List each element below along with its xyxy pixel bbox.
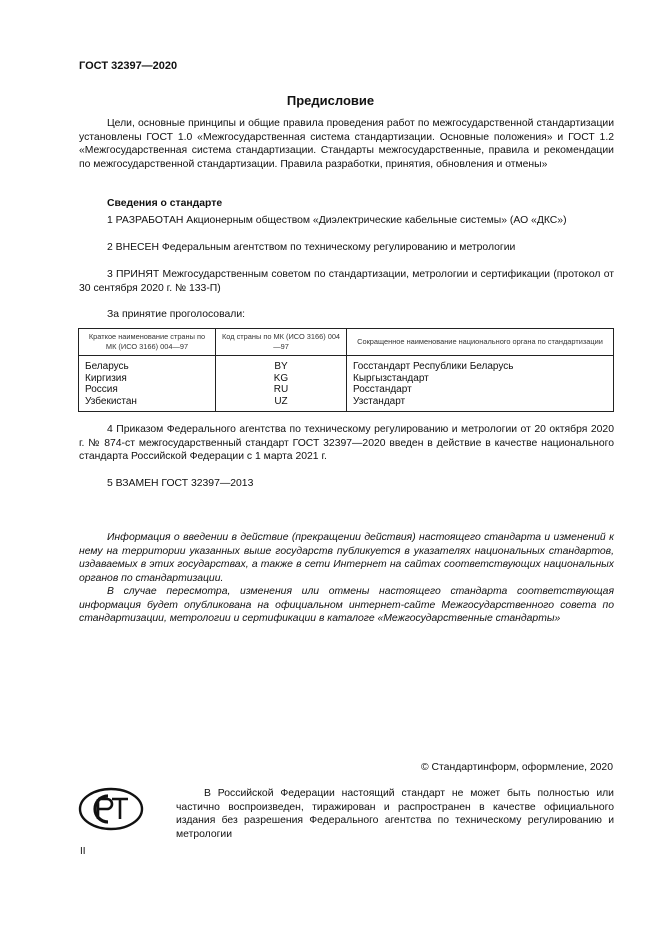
item-enacted <box>79 423 614 464</box>
table-row <box>79 396 614 412</box>
national-body: Росстандарт <box>347 384 614 396</box>
header-country-code: Код страны по МК (ИСО 3166) 004—97 <box>216 329 347 356</box>
item-replaces <box>79 477 614 491</box>
national-body: Кыргызстандарт <box>347 373 614 385</box>
voted-label <box>79 308 614 322</box>
national-body: Госстандарт Республики Беларусь <box>347 356 614 373</box>
page-title: Предисловие <box>286 93 375 108</box>
country-name: Беларусь <box>79 356 216 373</box>
copyright-notice: © Стандартинформ, оформление, 2020 <box>420 762 613 773</box>
item-developed-text: 1 РАЗРАБОТАН Акционерным обществом «Диэлектрические кабельные системы» (АО «ДКС») <box>107 215 567 226</box>
country-code: BY <box>216 356 347 373</box>
table-header-row <box>79 329 614 356</box>
table-row <box>79 356 614 373</box>
item-replaces-text: 5 ВЗАМЕН ГОСТ 32397—2013 <box>107 478 254 489</box>
rights-notice <box>176 787 614 841</box>
item-submitted <box>79 241 614 255</box>
item-developed <box>79 214 614 228</box>
foreword-paragraph <box>79 117 614 171</box>
document-code-header: ГОСТ 32397—2020 <box>79 60 178 72</box>
foreword-text: Цели, основные принципы и общие правила проведения работ по межгосударственной стандартизации установлены ГОСТ 1.0 «Межгосударственная система стандартизации. Основные положения» и ГОСТ 1.2 «Межгосударственная система стандартизации. Стандарты межгосударственные, правила и рекомендации по межгосударственной стандартизации. Правила разработки, принятия, обновления и отмены» <box>79 118 614 170</box>
national-body: Узстандарт <box>347 396 614 412</box>
country-name: Киргизия <box>79 373 216 385</box>
country-code: KG <box>216 373 347 385</box>
standard-info-heading-text: Сведения о стандарте <box>107 198 223 209</box>
notice-paragraph-2 <box>79 585 614 626</box>
page-number: II <box>80 846 86 857</box>
country-code: UZ <box>216 396 347 412</box>
table-row <box>79 384 614 396</box>
item-submitted-text: 2 ВНЕСЕН Федеральным агентством по техническому регулированию и метрологии <box>107 242 516 253</box>
item-adopted-text: 3 ПРИНЯТ Межгосударственным советом по стандартизации, метрологии и сертификации (протокол от 30 сентября 2020 г. № 133-П) <box>79 269 614 294</box>
table-row <box>79 373 614 385</box>
standard-info-heading <box>79 197 614 211</box>
header-country-name: Краткое наименование страны по МК (ИСО 3166) 004—97 <box>79 329 216 356</box>
country-name: Узбекистан <box>79 396 216 412</box>
item-adopted <box>79 268 614 295</box>
header-national-body: Сокращенное наименование национального органа по стандартизации <box>347 329 614 356</box>
voting-countries-table <box>78 328 614 412</box>
voted-label-text: За принятие проголосовали: <box>107 309 246 320</box>
country-name: Россия <box>79 384 216 396</box>
pct-certification-logo-icon <box>78 787 144 831</box>
item-enacted-text: 4 Приказом Федерального агентства по техническому регулированию и метрологии от 20 октября 2020 г. № 874-ст межгосударственный стандарт ГОСТ 32397—2020 введен в действие в качестве национального стандарта Российской Федерации с 1 марта 2021 г. <box>79 424 614 463</box>
notice-paragraph-1 <box>79 531 614 585</box>
notice-text-2: В случае пересмотра, изменения или отмены настоящего стандарта соответствующая информация будет опубликована на официальном интернет-сайте Межгосударственного совета по стандартизации, метрологии и сертификации в каталоге «Межгосударственные стандарты» <box>79 586 614 625</box>
notice-text-1: Информация о введении в действие (прекращении действия) настоящего стандарта и изменений к нему на территории указанных выше государств публикуется в указателях национальных стандартов, издаваемых в этих государствах, а также в сети Интернет на сайтах соответствующих национальных органов по стандартизации. <box>79 532 614 584</box>
country-code: RU <box>216 384 347 396</box>
rights-notice-text: В Российской Федерации настоящий стандарт не может быть полностью или частично воспроизведен, тиражирован и распространен в качестве официального издания без разрешения Федерального агентства по техническому регулированию и метрологии <box>176 788 614 840</box>
